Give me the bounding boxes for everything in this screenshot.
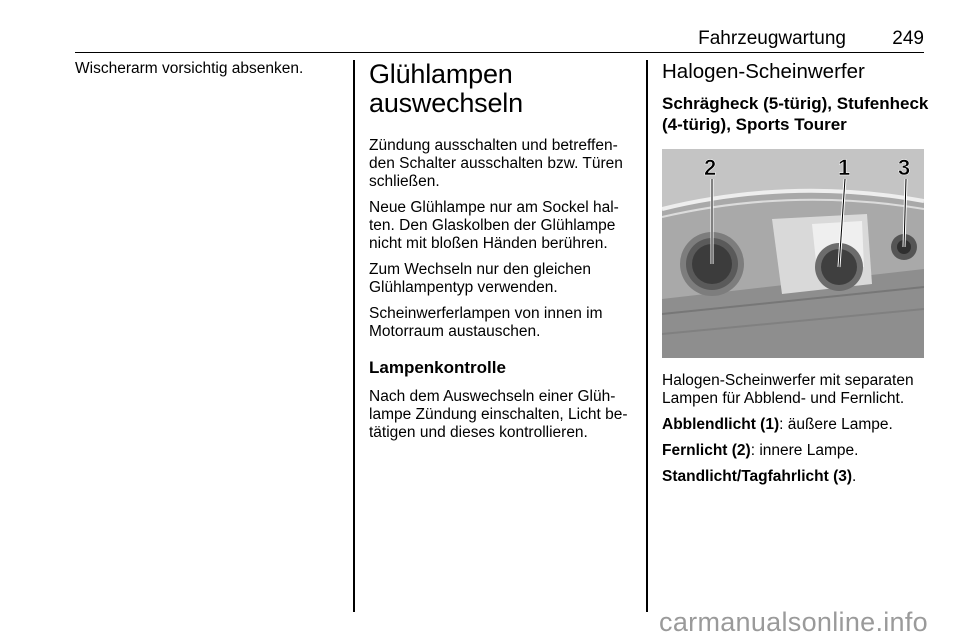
column-divider bbox=[646, 60, 648, 612]
definition-item bbox=[662, 416, 932, 434]
column-divider bbox=[353, 60, 355, 612]
figure-label-1: 1 bbox=[838, 155, 851, 180]
headlamp-figure bbox=[662, 149, 924, 358]
definition-desc: : äußere Lampe. bbox=[779, 416, 893, 433]
heading-line: Glühlampen bbox=[369, 59, 513, 89]
column-1 bbox=[75, 60, 345, 78]
figure-label-3: 3 bbox=[898, 155, 911, 180]
definition-term: Standlicht/Tagfahrlicht (3) bbox=[662, 468, 853, 485]
headlamp-illustration bbox=[662, 149, 924, 358]
definition-desc: : innere Lampe. bbox=[750, 442, 859, 459]
column-2 bbox=[369, 60, 635, 442]
paragraph: Nach dem Auswechseln einer Glüh-lampe Zündung einschalten, Licht be-tätigen und dieses kontrollieren. bbox=[369, 388, 628, 441]
figure-label-2: 2 bbox=[704, 155, 717, 180]
paragraph: Neue Glühlampe nur am Sockel hal-ten. Den Glaskolben der Glühlampe nicht mit bloßen Händen berühren. bbox=[369, 199, 619, 252]
definition-item bbox=[662, 442, 932, 460]
column-3 bbox=[662, 60, 932, 486]
definition-item bbox=[662, 468, 932, 486]
page-number: 249 bbox=[892, 28, 924, 49]
paragraph: Zum Wechseln nur den gleichen Glühlampentyp verwenden. bbox=[369, 261, 592, 296]
page-header bbox=[75, 26, 924, 53]
paragraph: Wischerarm vorsichtig absenken. bbox=[75, 60, 304, 77]
definition-term: Fernlicht (2) bbox=[662, 442, 751, 459]
paragraph: Scheinwerferlampen von innen im Motorraum austauschen. bbox=[369, 305, 603, 340]
section-heading: Halogen-Scheinwerfer bbox=[662, 60, 865, 83]
heading-line: auswechseln bbox=[369, 88, 523, 118]
definition-term: Abblendlicht (1) bbox=[662, 416, 780, 433]
section-title: Fahrzeugwartung bbox=[698, 28, 846, 49]
subheading: Schrägheck (5-türig), Stufenheck (4-türig), Sports Tourer bbox=[662, 94, 929, 134]
watermark: carmanualsonline.info bbox=[659, 607, 928, 637]
figure-caption: Halogen-Scheinwerfer mit separaten Lampen für Abblend- und Fernlicht. bbox=[662, 372, 914, 407]
definition-desc: . bbox=[852, 468, 857, 485]
subheading: Lampenkontrolle bbox=[369, 358, 506, 377]
paragraph: Zündung ausschalten und betreffen-den Schalter ausschalten bzw. Türen schließen. bbox=[369, 137, 623, 190]
